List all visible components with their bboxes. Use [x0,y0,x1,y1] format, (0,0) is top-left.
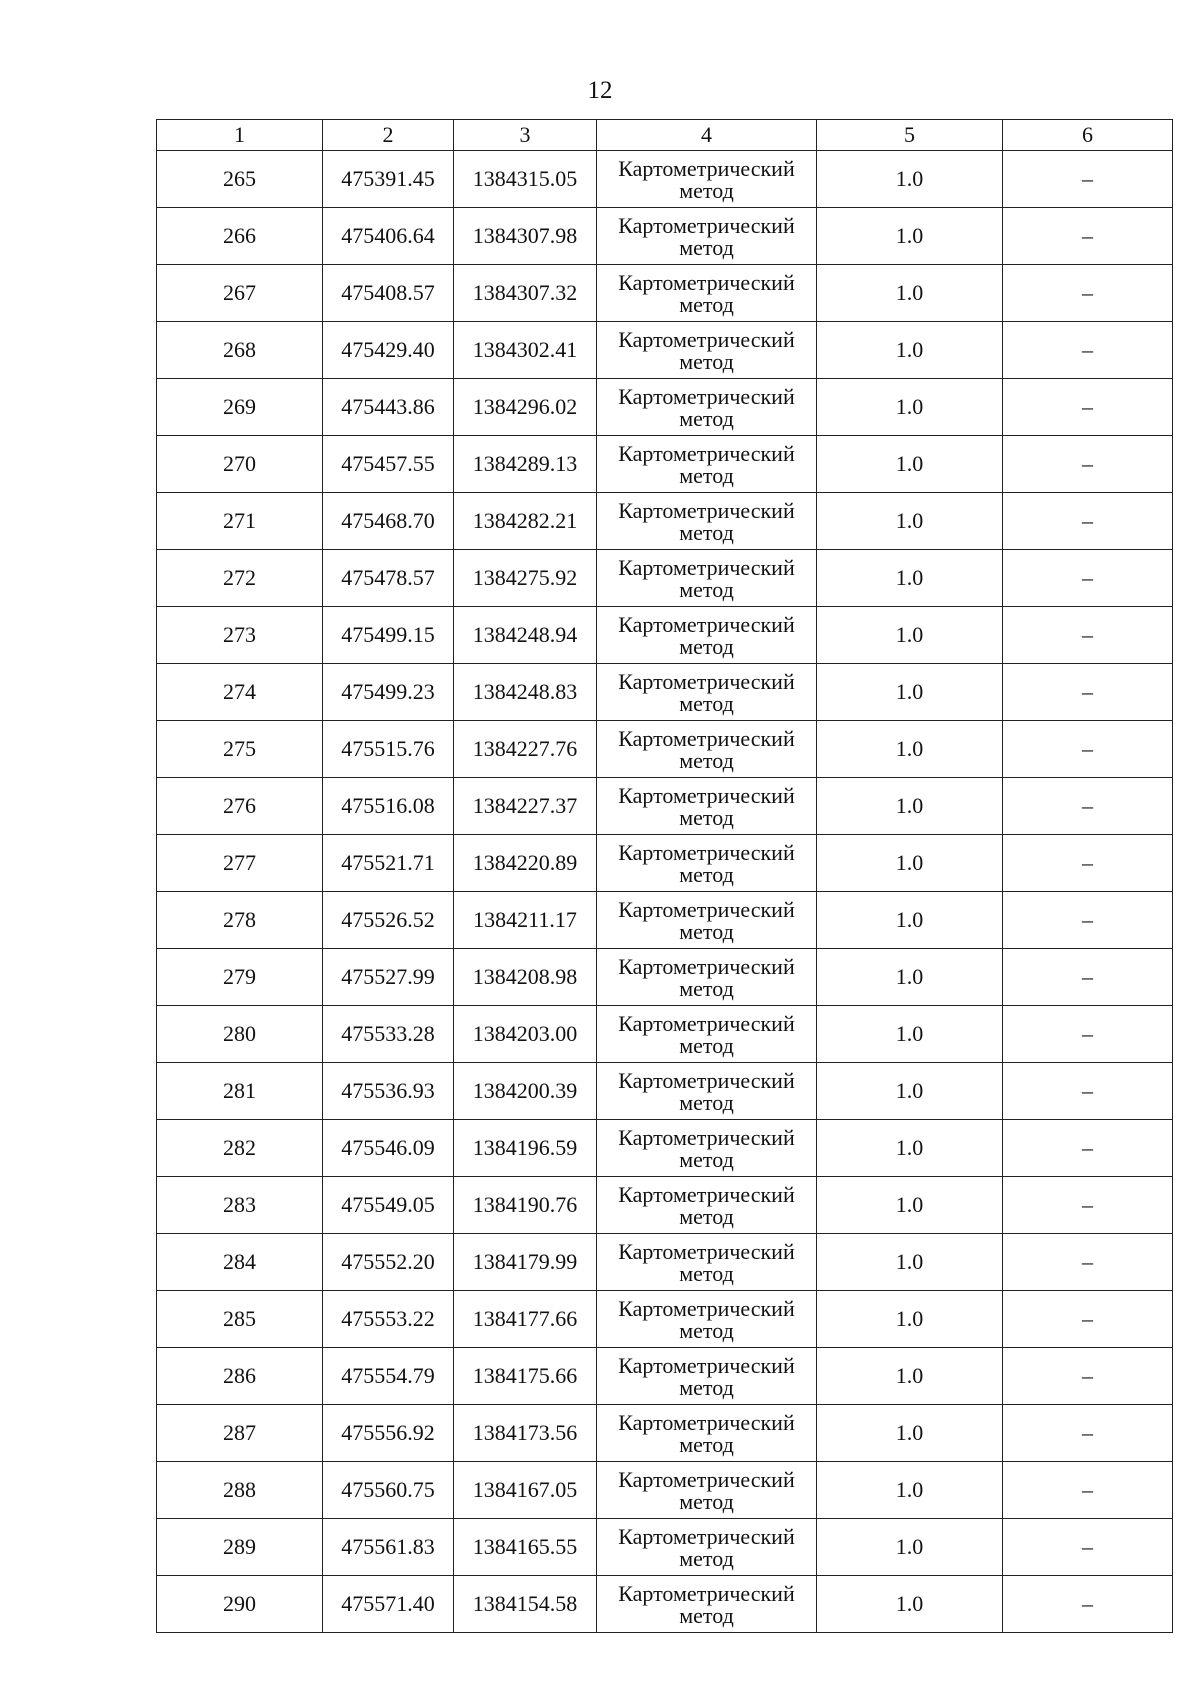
y-coordinate-cell: 1384248.83 [454,664,597,721]
x-coordinate-cell: 475526.52 [323,892,454,949]
table-row [157,151,1173,208]
method-line-1: Картометрический [618,384,795,409]
x-coordinate-cell: 475536.93 [323,1063,454,1120]
table-row [157,949,1173,1006]
note-cell: – [1003,379,1173,436]
method-cell [597,493,817,550]
point-number-cell: 279 [157,949,323,1006]
method-cell [597,436,817,493]
table-row [157,1348,1173,1405]
table-row [157,1120,1173,1177]
method-line-2: метод [679,349,734,374]
x-coordinate-cell: 475556.92 [323,1405,454,1462]
x-coordinate-cell: 475553.22 [323,1291,454,1348]
method-line-2: метод [679,1603,734,1628]
method-line-1: Картометрический [618,1467,795,1492]
accuracy-cell: 1.0 [817,664,1003,721]
note-cell: – [1003,1405,1173,1462]
method-cell [597,949,817,1006]
note-cell: – [1003,1120,1173,1177]
note-cell: – [1003,1006,1173,1063]
method-line-2: метод [679,1432,734,1457]
method-line-1: Картометрический [618,1182,795,1207]
note-cell: – [1003,949,1173,1006]
x-coordinate-cell: 475391.45 [323,151,454,208]
table-row [157,436,1173,493]
method-cell [597,607,817,664]
accuracy-cell: 1.0 [817,949,1003,1006]
accuracy-cell: 1.0 [817,1348,1003,1405]
note-cell: – [1003,892,1173,949]
method-cell [597,1519,817,1576]
method-line-2: метод [679,1318,734,1343]
y-coordinate-cell: 1384315.05 [454,151,597,208]
coordinates-table [156,119,1173,1633]
x-coordinate-cell: 475406.64 [323,208,454,265]
method-line-2: метод [679,406,734,431]
table-row [157,1291,1173,1348]
method-line-1: Картометрический [618,726,795,751]
method-line-1: Картометрический [618,954,795,979]
y-coordinate-cell: 1384307.98 [454,208,597,265]
y-coordinate-cell: 1384200.39 [454,1063,597,1120]
method-line-1: Картометрический [618,612,795,637]
point-number-cell: 287 [157,1405,323,1462]
note-cell: – [1003,778,1173,835]
table-row [157,208,1173,265]
point-number-cell: 272 [157,550,323,607]
point-number-cell: 268 [157,322,323,379]
method-line-1: Картометрический [618,840,795,865]
x-coordinate-cell: 475429.40 [323,322,454,379]
method-line-1: Картометрический [618,1068,795,1093]
method-line-2: метод [679,1489,734,1514]
note-cell: – [1003,208,1173,265]
method-line-1: Картометрический [618,1581,795,1606]
y-coordinate-cell: 1384220.89 [454,835,597,892]
method-cell [597,1063,817,1120]
note-cell: – [1003,322,1173,379]
method-cell [597,1348,817,1405]
point-number-cell: 282 [157,1120,323,1177]
point-number-cell: 288 [157,1462,323,1519]
x-coordinate-cell: 475468.70 [323,493,454,550]
method-line-2: метод [679,235,734,260]
method-line-1: Картометрический [618,498,795,523]
method-line-1: Картометрический [618,270,795,295]
x-coordinate-cell: 475533.28 [323,1006,454,1063]
method-line-2: метод [679,1261,734,1286]
method-cell [597,1405,817,1462]
point-number-cell: 274 [157,664,323,721]
accuracy-cell: 1.0 [817,1177,1003,1234]
point-number-cell: 277 [157,835,323,892]
method-cell [597,322,817,379]
x-coordinate-cell: 475499.23 [323,664,454,721]
note-cell: – [1003,436,1173,493]
method-cell [597,550,817,607]
table-row [157,493,1173,550]
method-cell [597,778,817,835]
method-line-2: метод [679,976,734,1001]
method-line-1: Картометрический [618,1125,795,1150]
table-row [157,892,1173,949]
note-cell: – [1003,1291,1173,1348]
accuracy-cell: 1.0 [817,1405,1003,1462]
table-row [157,1006,1173,1063]
point-number-cell: 276 [157,778,323,835]
point-number-cell: 271 [157,493,323,550]
x-coordinate-cell: 475527.99 [323,949,454,1006]
y-coordinate-cell: 1384275.92 [454,550,597,607]
point-number-cell: 286 [157,1348,323,1405]
method-line-2: метод [679,691,734,716]
method-cell [597,892,817,949]
accuracy-cell: 1.0 [817,208,1003,265]
note-cell: – [1003,1177,1173,1234]
method-cell [597,1177,817,1234]
table-row [157,1519,1173,1576]
accuracy-cell: 1.0 [817,1063,1003,1120]
y-coordinate-cell: 1384167.05 [454,1462,597,1519]
method-line-1: Картометрический [618,156,795,181]
method-line-1: Картометрический [618,1011,795,1036]
accuracy-cell: 1.0 [817,1006,1003,1063]
y-coordinate-cell: 1384248.94 [454,607,597,664]
note-cell: – [1003,265,1173,322]
point-number-cell: 284 [157,1234,323,1291]
note-cell: – [1003,151,1173,208]
table-row [157,322,1173,379]
table-header [157,120,1173,151]
accuracy-cell: 1.0 [817,436,1003,493]
x-coordinate-cell: 475549.05 [323,1177,454,1234]
note-cell: – [1003,607,1173,664]
accuracy-cell: 1.0 [817,1120,1003,1177]
table-body [157,151,1173,1633]
column-header-6: 6 [1003,120,1173,151]
accuracy-cell: 1.0 [817,721,1003,778]
method-cell [597,1006,817,1063]
accuracy-cell: 1.0 [817,835,1003,892]
point-number-cell: 267 [157,265,323,322]
table-row [157,835,1173,892]
table-row [157,664,1173,721]
y-coordinate-cell: 1384227.76 [454,721,597,778]
y-coordinate-cell: 1384282.21 [454,493,597,550]
method-line-2: метод [679,292,734,317]
method-cell [597,379,817,436]
note-cell: – [1003,1348,1173,1405]
y-coordinate-cell: 1384190.76 [454,1177,597,1234]
method-cell [597,1462,817,1519]
point-number-cell: 280 [157,1006,323,1063]
method-line-2: метод [679,805,734,830]
point-number-cell: 281 [157,1063,323,1120]
point-number-cell: 289 [157,1519,323,1576]
method-line-1: Картометрический [618,1524,795,1549]
x-coordinate-cell: 475552.20 [323,1234,454,1291]
table-row [157,1462,1173,1519]
y-coordinate-cell: 1384175.66 [454,1348,597,1405]
method-line-1: Картометрический [618,1296,795,1321]
note-cell: – [1003,721,1173,778]
x-coordinate-cell: 475516.08 [323,778,454,835]
accuracy-cell: 1.0 [817,151,1003,208]
column-header-5: 5 [817,120,1003,151]
method-line-1: Картометрический [618,213,795,238]
method-cell [597,721,817,778]
table-row [157,778,1173,835]
accuracy-cell: 1.0 [817,778,1003,835]
method-line-2: метод [679,1375,734,1400]
note-cell: – [1003,493,1173,550]
note-cell: – [1003,1462,1173,1519]
method-line-2: метод [679,577,734,602]
point-number-cell: 285 [157,1291,323,1348]
y-coordinate-cell: 1384296.02 [454,379,597,436]
y-coordinate-cell: 1384165.55 [454,1519,597,1576]
y-coordinate-cell: 1384211.17 [454,892,597,949]
x-coordinate-cell: 475546.09 [323,1120,454,1177]
y-coordinate-cell: 1384179.99 [454,1234,597,1291]
point-number-cell: 269 [157,379,323,436]
y-coordinate-cell: 1384154.58 [454,1576,597,1633]
y-coordinate-cell: 1384307.32 [454,265,597,322]
method-cell [597,1291,817,1348]
accuracy-cell: 1.0 [817,379,1003,436]
table-row [157,721,1173,778]
method-line-1: Картометрический [618,1410,795,1435]
y-coordinate-cell: 1384302.41 [454,322,597,379]
column-header-2: 2 [323,120,454,151]
method-line-1: Картометрический [618,1353,795,1378]
method-line-2: метод [679,919,734,944]
column-header-1: 1 [157,120,323,151]
method-cell [597,208,817,265]
note-cell: – [1003,1519,1173,1576]
note-cell: – [1003,835,1173,892]
point-number-cell: 283 [157,1177,323,1234]
header-row [157,120,1173,151]
x-coordinate-cell: 475443.86 [323,379,454,436]
method-line-2: метод [679,178,734,203]
accuracy-cell: 1.0 [817,1576,1003,1633]
method-line-2: метод [679,748,734,773]
x-coordinate-cell: 475499.15 [323,607,454,664]
accuracy-cell: 1.0 [817,1462,1003,1519]
method-line-1: Картометрический [618,669,795,694]
accuracy-cell: 1.0 [817,265,1003,322]
method-cell [597,265,817,322]
table-row [157,1234,1173,1291]
point-number-cell: 273 [157,607,323,664]
accuracy-cell: 1.0 [817,493,1003,550]
point-number-cell: 265 [157,151,323,208]
y-coordinate-cell: 1384173.56 [454,1405,597,1462]
note-cell: – [1003,1576,1173,1633]
column-header-3: 3 [454,120,597,151]
note-cell: – [1003,1063,1173,1120]
x-coordinate-cell: 475560.75 [323,1462,454,1519]
accuracy-cell: 1.0 [817,1519,1003,1576]
column-header-4: 4 [597,120,817,151]
method-line-2: метод [679,1033,734,1058]
method-line-2: метод [679,1147,734,1172]
table-row [157,550,1173,607]
y-coordinate-cell: 1384289.13 [454,436,597,493]
table-row [157,607,1173,664]
note-cell: – [1003,550,1173,607]
accuracy-cell: 1.0 [817,892,1003,949]
method-line-1: Картометрический [618,897,795,922]
method-line-1: Картометрический [618,1239,795,1264]
page-number: 12 [587,77,613,104]
point-number-cell: 278 [157,892,323,949]
point-number-cell: 270 [157,436,323,493]
method-cell [597,151,817,208]
method-cell [597,664,817,721]
y-coordinate-cell: 1384208.98 [454,949,597,1006]
x-coordinate-cell: 475561.83 [323,1519,454,1576]
method-line-2: метод [679,520,734,545]
method-line-2: метод [679,463,734,488]
table-row [157,1063,1173,1120]
accuracy-cell: 1.0 [817,607,1003,664]
method-line-1: Картометрический [618,555,795,580]
table-row [157,1576,1173,1633]
table-row [157,1177,1173,1234]
accuracy-cell: 1.0 [817,322,1003,379]
method-cell [597,1576,817,1633]
method-line-2: метод [679,1090,734,1115]
method-cell [597,1234,817,1291]
method-cell [597,1120,817,1177]
y-coordinate-cell: 1384227.37 [454,778,597,835]
method-line-1: Картометрический [618,783,795,808]
method-line-1: Картометрический [618,441,795,466]
accuracy-cell: 1.0 [817,1234,1003,1291]
method-line-2: метод [679,1546,734,1571]
method-line-2: метод [679,862,734,887]
y-coordinate-cell: 1384177.66 [454,1291,597,1348]
x-coordinate-cell: 475521.71 [323,835,454,892]
method-line-2: метод [679,1204,734,1229]
method-line-2: метод [679,634,734,659]
table-row [157,379,1173,436]
y-coordinate-cell: 1384196.59 [454,1120,597,1177]
x-coordinate-cell: 475571.40 [323,1576,454,1633]
method-cell [597,835,817,892]
x-coordinate-cell: 475554.79 [323,1348,454,1405]
x-coordinate-cell: 475478.57 [323,550,454,607]
point-number-cell: 266 [157,208,323,265]
y-coordinate-cell: 1384203.00 [454,1006,597,1063]
accuracy-cell: 1.0 [817,550,1003,607]
method-line-1: Картометрический [618,327,795,352]
point-number-cell: 290 [157,1576,323,1633]
note-cell: – [1003,1234,1173,1291]
x-coordinate-cell: 475515.76 [323,721,454,778]
note-cell: – [1003,664,1173,721]
point-number-cell: 275 [157,721,323,778]
accuracy-cell: 1.0 [817,1291,1003,1348]
x-coordinate-cell: 475408.57 [323,265,454,322]
table-row [157,1405,1173,1462]
x-coordinate-cell: 475457.55 [323,436,454,493]
table-row [157,265,1173,322]
